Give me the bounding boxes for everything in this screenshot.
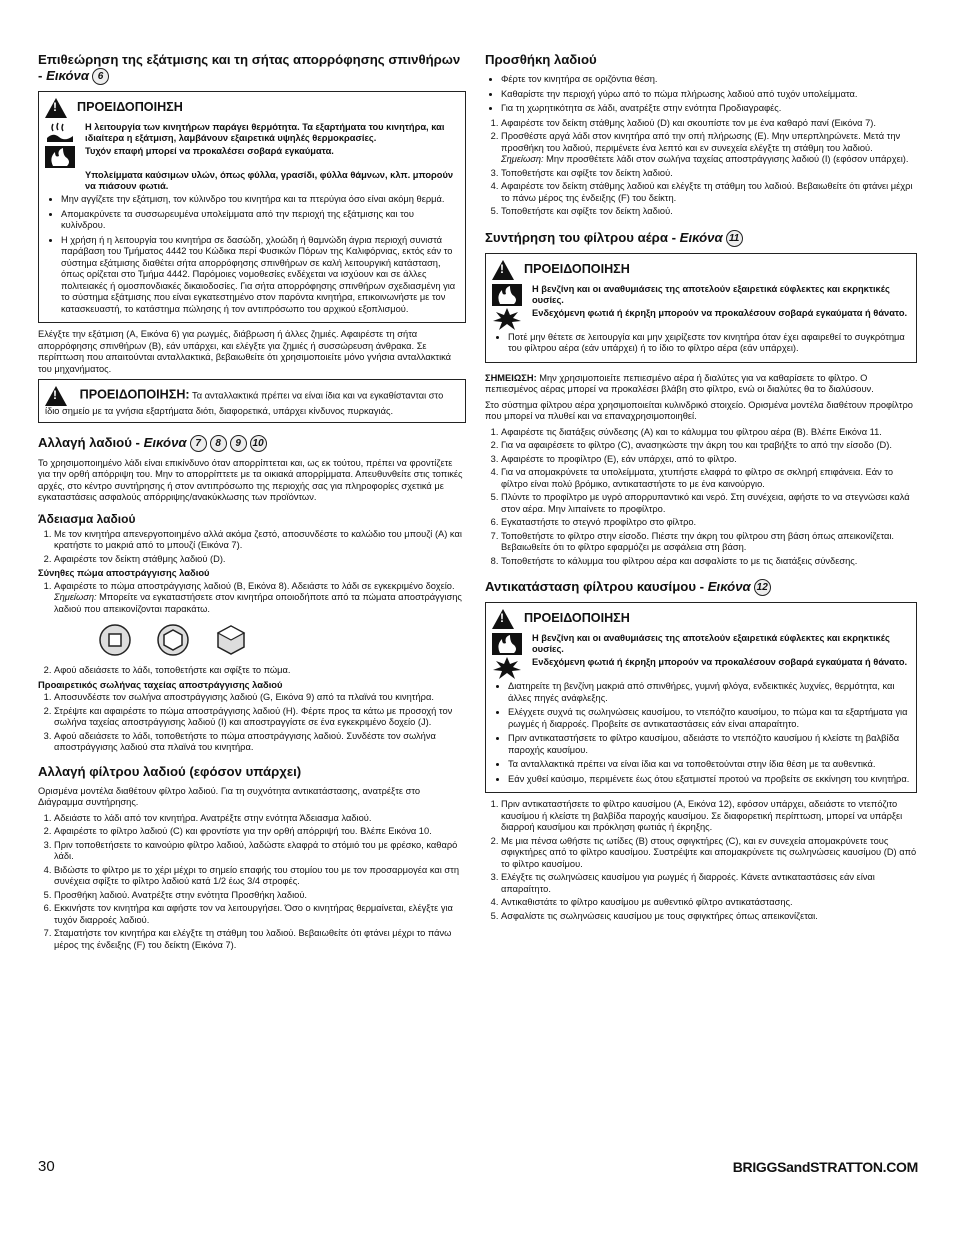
list-item: 3. Αφαιρέστε το προφίλτρο (E), εάν υπάρχει, από το φίλτρο. (501, 454, 917, 466)
drain-steps (38, 529, 466, 566)
list-item: 5. Πλύντε το προφίλτρο με υγρό απορρυπαντικό και νερό. Στη συνέχεια, αφήστε το να στεγνώσει καλά στον αέρα. Μην λιπαίνετε το προφίλτρο. (501, 492, 917, 515)
list-item: 3. Τοποθετήστε και σφίξτε τον δείκτη λαδιού. (501, 168, 917, 180)
oil-change-paragraph: Το χρησιμοποιημένο λάδι είναι επικίνδυνο όταν απορρίπτεται και, ως εκ τούτου, πρέπει να φροντίζετε για την ορθή απόρριψη του. Μην το απορρίπτετε με τα οικιακά απορρίμματα. Απευθυνθείτε στις τοπικές αρχές, στο κέντρο συντήρησης ή στον αντιπρόσωπο της περιοχής σας για πληροφορίες σχετικά με εγκαταστάσεις ασφαλούς απόρριψης/ανακύκλωσης των προϊόντων. (38, 457, 463, 503)
list-item: 6. Εκκινήστε τον κινητήρα και αφήστε τον να λειτουργήσει. Όσο ο κινητήρας θερμαίνεται, ελέγξτε για τυχόν διαρροές λαδιού. (54, 903, 466, 926)
exhaust-heading: Επιθεώρηση της εξάτμισης και τη σήτας απορρόφησης σπινθήρων - Εικόνα 6 (38, 52, 466, 85)
list-item: • Ελέγχετε συχνά τις σωληνώσεις καυσίμου, το ντεπόζιτο καυσίμου, το πώμα και τα εξαρτήματα για ρωγμές ή διαρροές. Προβείτε σε αντικαταστάσεις εάν είναι απαραίτητο. (508, 707, 910, 730)
std-plug-steps-2 (38, 665, 466, 677)
list-item: 2. Αφαιρέστε τον δείκτη στάθμης λαδιού (D). (54, 554, 466, 566)
list-item: 3. Αφού αδειάσετε το λάδι, τοποθετήστε το πώμα αποστράγγισης λαδιού. Συνδέστε τον σωλήνα αποστράγγισης λαδιού στα πλαϊνά του κινητήρα. (54, 731, 466, 754)
fire-icon (492, 633, 522, 655)
fuel-filter-warning-box: ! ΠΡΟΕΙΔΟΠΟΙΗΣΗ Η βενζίνη και οι αναθυμιάσεις της αποτελούν εξαιρετικά εύφλεκτες και εκρηκτικές ουσίες. Ενδεχόμενη φωτιά ή έκρηξη μπορούν να προκαλέσουν σοβαρά εγκαύματα ή θάνατο. • Διατηρείτε τη βενζίνη μακριά από σπινθήρες, γυμνή φλόγα, ενδεικτικές λυχνίες, θερμότητα, και άλλες πηγές ανάφλεξης. • Ελέγχετε συχνά τις σωληνώσεις καυσίμου, το ντεπόζιτο καυσίμου, το πώμα και τα εξαρτήματα για ρωγμές ή διαρροές. Προβείτε σε αντικαταστάσεις εάν είναι απαραίτητο. • Πριν αντικαταστήσετε το φίλτρο καυσίμου, αδειάστε το ντεπόζιτο καυσίμου ή κλείστε τη βαλβίδα παροχής καυσίμου. • Τα ανταλλακτικά πρέπει να είναι ίδια και να τοποθετούνται στην ίδια θέση με τα αυθεντικά. • Εάν χυθεί καύσιμο, περιμένετε έως ότου εξατμιστεί προτού να προβείτε σε εκκίνηση του κινητήρα. (485, 602, 917, 793)
fire-icon (45, 146, 75, 168)
page-number: 30 (38, 1158, 55, 1175)
air-filter-paragraph: Στο σύστημα φίλτρου αέρα χρησιμοποιείται κυλινδρικό στοιχείο. Ορισμένα μοντέλα διαθέτουν προφίλτρο που μπορεί να πλυθεί και να επαναχρησιμοποιηθεί. (485, 399, 913, 422)
list-item: 2. Για να αφαιρέσετε το φίλτρο (C), ανασηκώστε την άκρη του και τραβήξτε το από την είσοδο (D). (501, 440, 917, 452)
warning-title: ΠΡΟΕΙΔΟΠΟΙΗΣΗ (77, 100, 183, 115)
list-item: • Καθαρίστε την περιοχή γύρω από το πώμα πλήρωσης λαδιού από τυχόν υπολείμματα. (501, 89, 917, 101)
hex-plug-icon (156, 623, 190, 657)
drain-oil-heading: Άδειασμα λαδιού (38, 511, 136, 526)
air-filter-warning-box: ! ΠΡΟΕΙΔΟΠΟΙΗΣΗ Η βενζίνη και οι αναθυμιάσεις της αποτελούν εξαιρετικά εύφλεκτες και εκρηκτικές ουσίες. Ενδεχόμενη φωτιά ή έκρηξη μπορούν να προκαλέσουν σοβαρά εγκαύματα ή θάνατο. • Ποτέ μην θέτετε σε λειτουργία και μην χειρίζεστε τον κινητήρα όταν έχει αφαιρεθεί το συγκρότημα του φίλτρου αέρα (εάν υπάρχει) ή το ίδιο το φίλτρο αέρα (εάν υπάρχει). (485, 253, 917, 363)
quick-drain-steps (38, 692, 466, 754)
list-item: 7. Τοποθετήστε το φίλτρο στην είσοδο. Πιέστε την άκρη του φίλτρου στη βάση όπως απεικονίζεται. Βεβαιωθείτε ότι το φίλτρο εφαρμόζει με ασφάλεια στη βάση. (501, 531, 917, 554)
list-item: 4. Βιδώστε το φίλτρο με το χέρι μέχρι το σημείο επαφής του στομίου του με τον προσαρμογέα και στη συνέχεια σφίξτε το φίλτρο λαδιού κατά 1/2 έως 3/4 στροφές. (54, 865, 466, 888)
list-item: 6. Εγκαταστήστε το στεγνό προφίλτρο στο φίλτρο. (501, 517, 917, 529)
list-item: 4. Αντικαθιστάτε το φίλτρο καυσίμου με αυθεντικό φίλτρο αντικατάστασης. (501, 897, 917, 909)
air-filter-heading: Συντήρηση του φίλτρου αέρα - Εικόνα 11 (485, 230, 917, 247)
exhaust-paragraph: Ελέγξτε την εξάτμιση (A, Εικόνα 6) για ρωγμές, διάβρωση ή άλλες ζημιές. Αφαιρέστε τη σήτα απορρόφησης σπινθήρων (B), εάν υπάρχει, και ελέγξτε για ζημιές ή συσσώρευση άνθρακα. Σε περίπτωση που απαιτούνται ανταλλακτικά, βεβαιωθείτε ότι χρησιμοποιείτε μόνο γνήσια ανταλλακτικά του μηχανήματος. (38, 329, 452, 374)
oil-filter-paragraph: Ορισμένα μοντέλα διαθέτουν φίλτρο λαδιού. Για τη συχνότητα αντικατάστασης, ανατρέξτε στο Διάγραμμα συντήρησης. (38, 785, 421, 808)
oil-filter-heading: Αλλαγή φίλτρου λαδιού (εφόσον υπάρχει) (38, 763, 302, 779)
list-item: 1. Αφαιρέστε τις διατάξεις σύνδεσης (A) και το κάλυμμα του φίλτρου αέρα (B). Βλέπε Εικόνα 11. (501, 427, 917, 439)
list-item: 1. Με τον κινητήρα απενεργοποιημένο αλλά ακόμα ζεστό, αποσυνδέστε το καλώδιο του μπουζί (A) και κρατήστε το μακριά από το μπουζί (Εικόνα 7). (54, 529, 466, 552)
list-item: 1. Πριν αντικαταστήσετε το φίλτρο καυσίμου (A, Εικόνα 12), εφόσον υπάρχει, αδειάστε το ντεπόζιτο καυσίμου ή κλείστε τη βαλβίδα παροχής καυσίμου. Σε διαφορετική περίπτωση, μπορεί να υπάρξει διαρροή καυσίμου και πρόκληση φωτιάς ή έκρηξης. (501, 799, 917, 834)
exhaust-warning-box: ! ΠΡΟΕΙΔΟΠΟΙΗΣΗ Η λειτουργία των κινητήρων παράγει θερμότητα. Τα εξαρτήματα του κινητήρα, και ιδιαίτερα η εξάτμιση, λαμβάνουν εξαιρετικά υψηλές θερμοκρασίες. Τυχόν επαφή μπορεί να προκαλέσει σοβαρά εγκαύματα. Υπολείμματα καύσιμων υλών, όπως φύλλα, γρασίδι, φύλλα θάμνων, κλπ. μπορούν να πιάσουν φωτιά. • Μην αγγίζετε την εξάτμιση, τον κύλινδρο του κινητήρα και τα πτερύγια όσο είναι ακόμη θερμά. • Απομακρύνετε τα συσσωρευμένα υπολείμματα από την περιοχή της εξάτμισης και του κυλίνδρου. • Η χρήση ή η λειτουργία του κινητήρα σε δασώδη, χλοώδη ή θαμνώδη άγρια περιοχή συνιστά παράβαση του Τμήματος 4442 του Κώδικα περί Φυσικών Πόρων της Καλιφόρνιας, εκτός εάν το σύστημα εξάτμισης διαθέτει σήτα απορρόφησης σπινθήρων σε καλή λειτουργική κατάσταση, όπως ορίζεται στο Τμήμα 4442. Παρόμοιες νομοθεσίες ενδέχεται να ισχύουν και σε άλλες πολιτειακές ή ομοσπονδιακές δικαιοδοσίες. Για σήτα απορρόφησης σπινθήρων σχεδιασμένη για το σύστημα εξάτμισης που είναι εγκατεστημένο στον παρόντα κινητήρα, επικοινωνήστε με τον κατασκευαστή, το κατάστημα πώλησης ή τον αντιπρόσωπο του αρχικού εξοπλισμού. (38, 91, 466, 323)
page-footer (38, 1158, 918, 1175)
hex-nut-plug-icon (214, 623, 248, 657)
exhaust-bullets (45, 194, 459, 315)
add-oil-bullets (485, 74, 917, 115)
list-item: 1. Αποσυνδέστε τον σωλήνα αποστράγγισης λαδιού (G, Εικόνα 9) από τα πλαϊνά του κινητήρα. (54, 692, 466, 704)
warning-icon (45, 98, 67, 118)
list-item: • Για τη χωρητικότητα σε λάδι, ανατρέξτε στην ενότητα Προδιαγραφές. (501, 103, 917, 115)
add-oil-steps (485, 118, 917, 218)
list-item: 2. Αφαιρέστε το φίλτρο λαδιού (C) και φροντίστε για την ορθή απόρριψή του. Βλέπε Εικόνα 10. (54, 826, 466, 838)
warning-icon (45, 386, 67, 406)
quick-drain-heading: Προαιρετικός σωλήνας ταχείας αποστράγγισης λαδιού (38, 678, 283, 690)
explosion-icon (492, 657, 522, 679)
list-item: 2. Με μια πένσα ωθήστε τις ωτίδες (B) στους σφιγκτήρες (C), και εν συνεχεία απομακρύνετε τους σφιγκτήρες από το φίλτρο καυσίμου. Συστρέψτε και απομακρύνετε τις σωληνώσεις καυσίμου (D) από το φίλτρο καυσίμου. (501, 836, 917, 871)
list-item: 3. Πριν τοποθετήσετε το καινούριο φίλτρο λαδιού, λαδώστε ελαφρά το στόμιό του με φρέσκο, καθαρό λάδι. (54, 840, 466, 863)
list-item: • Μην αγγίζετε την εξάτμιση, τον κύλινδρο του κινητήρα και τα πτερύγια όσο είναι ακόμη θερμά. (61, 194, 459, 206)
add-oil-heading: Προσθήκη λαδιού (485, 52, 597, 67)
left-column (38, 52, 466, 953)
warning-icon (492, 260, 514, 280)
warning-icon (492, 609, 514, 629)
list-item: • Ποτέ μην θέτετε σε λειτουργία και μην χειρίζεστε τον κινητήρα όταν έχει αφαιρεθεί το συγκρότημα του φίλτρου αέρα (εάν υπάρχει) ή το ίδιο το φίλτρο αέρα (εάν υπάρχει). (508, 332, 910, 355)
std-plug-heading: Σύνηθες πώμα αποστράγγισης λαδιού (38, 567, 210, 579)
fire-icon (492, 284, 522, 306)
list-item: 2. Προσθέστε αργά λάδι στον κινητήρα από την οπή πλήρωσης (E). Μην υπερπληρώνετε. Μετά την προσθήκη του λαδιού, περιμένετε ένα λεπτό και εν συνεχεία ελέγξτε τη στάθμη του λαδιού. Σημείωση: Μην προσθέτετε λάδι στον σωλήνα ταχείας αποστράγγισης λαδιού (I) (εφόσον υπάρχει). (501, 131, 917, 166)
list-item: • Διατηρείτε τη βενζίνη μακριά από σπινθήρες, γυμνή φλόγα, ενδεικτικές λυχνίες, θερμότητα, και άλλες πηγές ανάφλεξης. (508, 681, 910, 704)
list-item: 5. Προσθήκη λαδιού. Ανατρέξτε στην ενότητα Προσθήκη λαδιού. (54, 890, 466, 902)
explosion-icon (492, 308, 522, 330)
list-item: 2. Στρέψτε και αφαιρέστε το πώμα αποστράγγισης λαδιού (H). Φέρτε προς τα κάτω με προσοχή τον σωλήνα ταχείας αποστράγγισης λαδιού (I) και αποστραγγίστε σε ένα εγκεκριμένο δοχείο (J). (54, 706, 466, 729)
list-item: 1. Αφαιρέστε το πώμα αποστράγγισης λαδιού (B, Εικόνα 8). Αδειάστε το λάδι σε εγκεκριμένο δοχείο. Σημείωση: Μπορείτε να εγκαταστήσετε στον κινητήρα οποιοδήποτε από τα πώματα αποστράγγισης λαδιού που απεικονίζονται παρακάτω. (54, 581, 466, 616)
list-item: • Η χρήση ή η λειτουργία του κινητήρα σε δασώδη, χλοώδη ή θαμνώδη άγρια περιοχή συνιστά παράβαση του Τμήματος 4442 του Κώδικα περί Φυσικών Πόρων της Καλιφόρνιας, εκτός εάν το σύστημα εξάτμισης διαθέτει σήτα απορρόφησης σπινθήρων σε καλή λειτουργική κατάσταση, όπως ορίζεται στο Τμήμα 4442. Παρόμοιες νομοθεσίες ενδέχεται να ισχύουν και σε άλλες πολιτειακές ή ομοσπονδιακές δικαιοδοσίες. Για σήτα απορρόφησης σπινθήρων σχεδιασμένη για το σύστημα εξάτμισης που είναι εγκατεστημένο στον παρόντα κινητήρα, επικοινωνήστε με τον κατασκευαστή, το κατάστημα πώλησης ή τον αντιπρόσωπο του αρχικού εξοπλισμού. (61, 235, 459, 316)
figure-ref: 6 (92, 68, 109, 85)
brand-url: BRIGGSandSTRATTON.COM (732, 1158, 918, 1175)
drain-plug-images (98, 623, 466, 657)
list-item: • Τα ανταλλακτικά πρέπει να είναι ίδια και να τοποθετούνται στην ίδια θέση με τα αυθεντικά. (508, 759, 910, 771)
hot-surface-icon (45, 122, 75, 144)
list-item: 7. Σταματήστε τον κινητήρα και ελέγξτε τη στάθμη του λαδιού. Βεβαιωθείτε ότι φτάνει μέχρι το πάνω μέρος της ένδειξης (F) του δείκτη (Εικόνα 7). (54, 928, 466, 951)
air-filter-steps (485, 427, 917, 568)
list-item: • Εάν χυθεί καύσιμο, περιμένετε έως ότου εξατμιστεί προτού να προβείτε σε εκκίνηση του κινητήρα. (508, 774, 910, 786)
list-item: 3. Ελέγξτε τις σωληνώσεις καυσίμου για ρωγμές ή διαρροές. Κάνετε αντικαταστάσεις εάν είναι απαραίτητο. (501, 872, 917, 895)
list-item: 5. Τοποθετήστε και σφίξτε τον δείκτη λαδιού. (501, 206, 917, 218)
oil-change-heading: Αλλαγή λαδιού - Εικόνα 7 8 9 10 (38, 435, 466, 452)
list-item: 1. Αδειάστε το λάδι από τον κινητήρα. Ανατρέξτε στην ενότητα Άδειασμα λαδιού. (54, 813, 466, 825)
std-plug-steps (38, 581, 466, 616)
list-item: 2. Αφού αδειάσετε το λάδι, τοποθετήστε και σφίξτε το πώμα. (54, 665, 466, 677)
oil-filter-steps (38, 813, 466, 952)
list-item: 4. Για να απομακρύνετε τα υπολείμματα, χτυπήστε ελαφρά το φίλτρο σε σκληρή επιφάνεια. Εάν το φίλτρο είναι πολύ βρόμικο, αντικαταστήστε το με ένα καινούργιο. (501, 467, 917, 490)
air-filter-note: ΣΗΜΕΙΩΣΗ: Μην χρησιμοποιείτε πεπιεσμένο αέρα ή διαλύτες για να καθαρίσετε το φίλτρο. Ο πεπιεσμένος αέρας μπορεί να προκαλέσει βλάβη στο φίλτρο, ενώ οι διαλύτες θα το διαλύσουν. (485, 372, 874, 395)
list-item: • Απομακρύνετε τα συσσωρευμένα υπολείμματα από την περιοχή της εξάτμισης και του κυλίνδρου. (61, 209, 459, 232)
list-item: • Πριν αντικαταστήσετε το φίλτρο καυσίμου, αδειάστε το ντεπόζιτο καυσίμου ή κλείστε τη βαλβίδα παροχής καυσίμου. (508, 733, 910, 756)
list-item: 5. Ασφαλίστε τις σωληνώσεις καυσίμου με τους σφιγκτήρες όπως απεικονίζεται. (501, 911, 917, 923)
list-item: 1. Αφαιρέστε τον δείκτη στάθμης λαδιού (D) και σκουπίστε τον με ένα καθαρό πανί (Εικόνα 7). (501, 118, 917, 130)
fuel-filter-heading: Αντικατάσταση φίλτρου καυσίμου - Εικόνα 12 (485, 579, 917, 596)
fuel-filter-steps (485, 799, 917, 922)
list-item: 8. Τοποθετήστε το κάλυμμα του φίλτρου αέρα και ασφαλίστε το με τις διατάξεις σύνδεσης. (501, 556, 917, 568)
square-plug-icon (98, 623, 132, 657)
list-item: • Φέρτε τον κινητήρα σε οριζόντια θέση. (501, 74, 917, 86)
list-item: 4. Αφαιρέστε τον δείκτη στάθμης λαδιού και ελέγξτε τη στάθμη του λαδιού. Βεβαιωθείτε ότι φτάνει μέχρι το πάνω μέρος της ένδειξης (F) του δείκτη. (501, 181, 917, 204)
right-column (485, 52, 917, 924)
parts-warning-box: ! ΠΡΟΕΙΔΟΠΟΙΗΣΗ: Τα ανταλλακτικά πρέπει να είναι ίδια και να εγκαθίστανται στο ίδιο σημείο με τα γνήσια εξαρτήματα διότι, διαφορετικά, υπάρχει κίνδυνος πυρκαγιάς. (38, 379, 466, 423)
